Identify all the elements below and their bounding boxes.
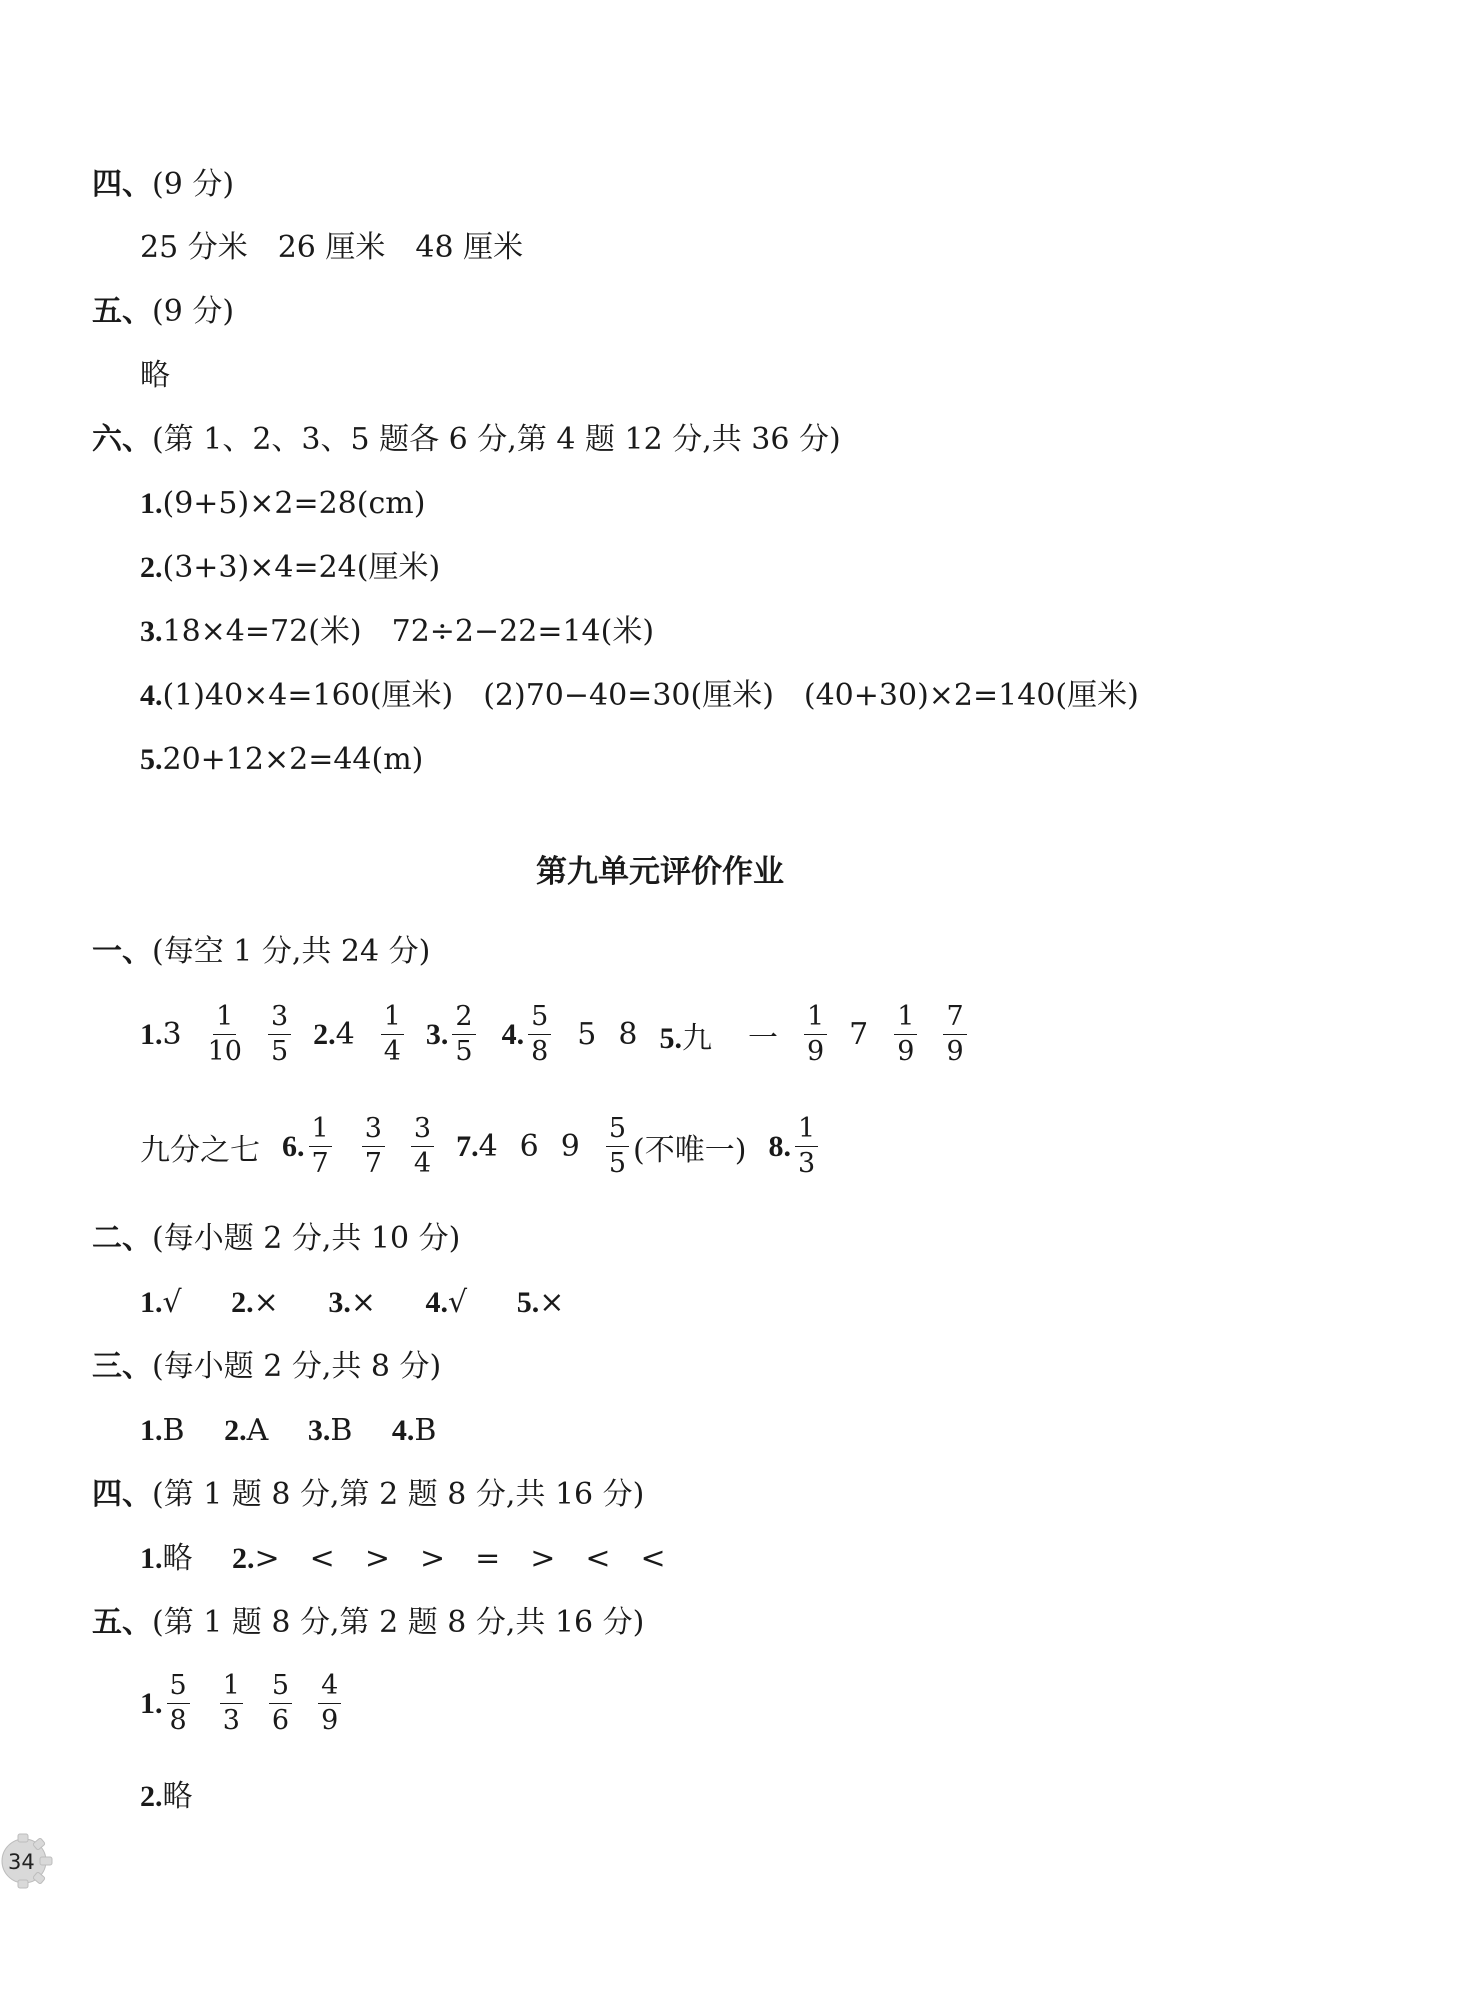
answer: 九分之七	[140, 1132, 260, 1168]
u9-section-1-row-1	[140, 1003, 989, 1067]
fraction: $\frac{1}{3}$	[795, 1115, 818, 1179]
section-label: 一、	[92, 934, 152, 969]
fraction: $\frac{1}{9}$	[894, 1003, 917, 1067]
item-text: (9+5)×2=28(cm)	[162, 486, 426, 521]
fraction: $\frac{5}{5}$	[606, 1115, 629, 1179]
unit-title: 第九单元评价作业	[536, 854, 784, 890]
answer: 一	[747, 1020, 778, 1056]
fraction: $\frac{3}{4}$	[411, 1115, 434, 1179]
section-detail: (第 1 题 8 分,第 2 题 8 分,共 16 分)	[152, 1477, 645, 1512]
section-label: 三、	[92, 1349, 152, 1384]
item-number: 7.	[456, 1130, 479, 1164]
item-number: 2.	[313, 1018, 336, 1052]
section-6-header	[92, 422, 841, 457]
fraction: $\frac{1}{4}$	[381, 1003, 404, 1067]
section-detail: (第 1 题 8 分,第 2 题 8 分,共 16 分)	[152, 1605, 645, 1640]
u9-section-5-q1	[140, 1672, 363, 1736]
section-label: 四、	[92, 1477, 152, 1512]
item-number: 3.	[140, 615, 163, 648]
section-detail: (每小题 2 分,共 8 分)	[152, 1349, 442, 1384]
fraction: $\frac{5}{8}$	[528, 1003, 551, 1067]
fraction: $\frac{3}{5}$	[268, 1003, 291, 1067]
section-label: 五、	[92, 294, 152, 329]
item-text: (1)40×4=160(厘米) (2)70−40=30(厘米) (40+30)×2=140(厘米)	[162, 678, 1139, 713]
item-number: 1.	[140, 1018, 163, 1052]
answer: 3	[162, 1017, 182, 1053]
page-number: 34	[8, 1850, 35, 1874]
section-label: 四、	[92, 167, 152, 202]
section-6-item	[140, 742, 424, 777]
fraction: $\frac{1}{7}$	[309, 1115, 332, 1179]
item-text: 18×4=72(米) 72÷2−22=14(米)	[162, 614, 655, 649]
u9-section-2-answers: 1.√ 2.× 3.× 4.√ 5.×	[140, 1285, 565, 1320]
answer: 4	[335, 1017, 355, 1053]
item-number: 2.	[140, 551, 163, 584]
fraction: $\frac{5}{8}$	[167, 1672, 190, 1736]
u9-section-2-header	[92, 1221, 461, 1256]
item-number: 6.	[282, 1129, 305, 1163]
u9-section-4-answers: 1.略 2.> < > > = > < <	[140, 1541, 666, 1576]
answer: 8	[618, 1017, 638, 1053]
page-number-badge	[0, 1830, 62, 1892]
item-number: 1.	[140, 487, 163, 520]
section-detail: (9 分)	[152, 167, 235, 202]
u9-section-1-header	[92, 934, 431, 969]
item-number: 3.	[425, 1017, 449, 1051]
item-number: 5.	[659, 1021, 682, 1055]
u9-section-5-q2: 2.略	[140, 1779, 193, 1814]
item-text: (3+3)×4=24(厘米)	[162, 550, 441, 585]
section-label: 二、	[92, 1221, 152, 1256]
item-number: 4.	[140, 679, 163, 712]
fraction: $\frac{2}{5}$	[452, 1003, 475, 1067]
fraction: $\frac{4}{9}$	[318, 1672, 341, 1736]
answer: 5	[577, 1017, 597, 1053]
section-6-item	[140, 486, 426, 521]
u9-section-5-header	[92, 1605, 645, 1640]
answer: 9	[560, 1129, 580, 1165]
item-number: 1.	[140, 1686, 163, 1720]
item-number: 8.	[768, 1129, 791, 1163]
section-4-answer: 25 分米 26 厘米 48 厘米	[140, 230, 524, 265]
fraction: $\frac{5}{6}$	[269, 1672, 292, 1736]
item-text: 20+12×2=44(m)	[162, 742, 424, 777]
fraction: $\frac{1}{3}$	[220, 1672, 243, 1736]
section-label: 五、	[92, 1605, 152, 1640]
u9-section-3-answers: 1.B 2.A 3.B 4.B	[140, 1413, 437, 1448]
section-5-answer: 略	[140, 358, 170, 393]
item-number: 5.	[140, 743, 163, 776]
answer: 4	[478, 1129, 498, 1165]
answer: 7	[849, 1017, 869, 1053]
section-6-item	[140, 614, 655, 649]
section-detail: (9 分)	[152, 294, 235, 329]
section-detail: (每小题 2 分,共 10 分)	[152, 1221, 461, 1256]
fraction: $\frac{3}{7}$	[362, 1115, 385, 1179]
answer: 6	[519, 1129, 539, 1165]
section-5-header	[92, 294, 235, 329]
fraction: $\frac{7}{9}$	[943, 1003, 966, 1067]
answer: 九	[681, 1020, 712, 1056]
item-number: 4.	[501, 1017, 525, 1051]
u9-section-3-header	[92, 1349, 442, 1384]
section-6-item	[140, 550, 441, 585]
u9-section-4-header	[92, 1477, 645, 1512]
u9-section-1-row-2	[140, 1115, 844, 1179]
section-detail: (每空 1 分,共 24 分)	[152, 934, 431, 969]
note: (不唯一)	[633, 1132, 747, 1168]
section-6-item	[140, 678, 1139, 713]
section-4-header	[92, 167, 235, 202]
fraction: $\frac{1}{9}$	[804, 1003, 827, 1067]
section-label: 六、	[92, 422, 152, 457]
fraction: $\frac{1}{10}$	[207, 1001, 242, 1068]
section-detail: (第 1、2、3、5 题各 6 分,第 4 题 12 分,共 36 分)	[152, 422, 841, 457]
